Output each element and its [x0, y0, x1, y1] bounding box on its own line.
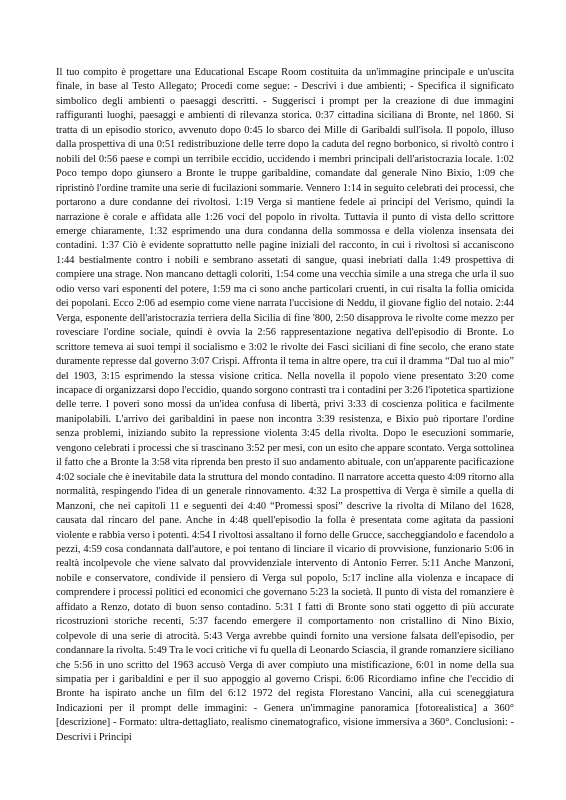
- document-body-text: Il tuo compito è progettare una Educational Escape Room costituita da un'immagine principale e un'uscita finale, in base al Testo Allegato; Procedi come segue: - Descrivi i due ambienti; - Specifica il significato simbolico degli ambienti o paesaggi descritti. - Suggerisci i prompt per la creazione di due immagini raffiguranti luoghi, paesaggi e ambienti di rilevanza storica. 0:37 cittadina siciliana di Bronte, nel 1860. Si tratta di un episodio storico, avvenuto dopo 0:45 lo sbarco dei Mille di Garibaldi sull'isola. Il popolo, illuso dalla prospettiva di una 0:51 redistribuzione delle terre dopo la caduta del regno borbonico, si rivoltò contro i nobili del 0:56 paese e compì un terribile eccidio, uccidendo i membri principali dell'aristocrazia locale. 1:02 Poco tempo dopo giunsero a Bronte le truppe garibaldine, comandate dal generale Nino Bixio, 1:09 che ripristinò l'ordine tramite una serie di fucilazioni sommarie. Vennero 1:14 in seguito celebrati dei processi, che portarono a dure condanne dei rivoltosi. 1:19 Verga si mantiene fedele ai principi del Verismo, quindi la narrazione è corale e affidata alle 1:26 voci del popolo in rivolta. Tuttavia il punto di vista dello scrittore emerge chiaramente, 1:32 esprimendo una dura condanna della sommossa e della violenza insensata dei contadini. 1:37 Ciò è evidente soprattutto nelle pagine iniziali del racconto, in cui i rivoltosi si accaniscono 1:44 bestialmente contro i nobili e sembrano assetati di sangue, quasi inebriati dalla 1:49 prospettiva di compiere una strage. Non mancano dettagli coloriti, 1:54 come una vecchia simile a una strega che urla il suo odio verso vari esponenti del potere, 1:59 ma ci sono anche particolari cruenti, in cui risalta la follia omicida dei popolani. Ecco 2:06 ad esempio come viene narrata l'uccisione di Neddu, il giovane figlio del notaio. 2:44 Verga, esponente dell'aristocrazia terriera della Sicilia di fine '800, 2:50 disapprova le rivolte come mezzo per rovesciare l'ordine sociale, quindi è ovvia la 2:56 rappresentazione negativa dell'episodio di Bronte. Lo scrittore temeva ai suoi tempi il socialismo e 3:02 le rivolte dei Fasci siciliani di fine secolo, che erano state duramente represse dal governo 3:07 Crispi. Affronta il tema in altre opere, tra cui il dramma “Dal tuo al mio” del 1903, 3:15 esprimendo la stessa visione critica. Nella novella il popolo viene presentato 3:20 come incapace di organizzarsi dopo l'eccidio, quando sorgono contrasti tra i contadini per 3:26 l'ipotetica spartizione delle terre. I poveri sono mossi da un'idea confusa di libertà, privi 3:33 di coscienza politica e facilmente manipolabili. L'arrivo dei garibaldini in paese non incontra 3:39 resistenza, e Bixio può riportare l'ordine senza problemi, iniziando subito la repressione violenta 3:45 della rivolta. Dopo le esecuzioni sommarie, vengono celebrati i processi che si trascinano 3:52 per mesi, con un esito che appare scontato. Verga sottolinea il fatto che a Bronte la 3:58 vita riprenda ben presto il suo andamento abituale, con un'apparente pacificazione 4:02 sociale che è inevitabile data la struttura del mondo contadino. Il narratore accetta questo 4:09 ritorno alla normalità, respingendo l'idea di un generale rinnovamento. 4:32 La prospettiva di Verga è simile a quella di Manzoni, che nei capitoli 11 e seguenti dei 4:40 “Promessi sposi” descrive la rivolta di Milano del 1628, causata dal rincaro del pane. Anche in 4:48 quell'episodio la folla è presentata come agitata da passioni violente e rabbia verso i potenti. 4:54 I rivoltosi assaltano il forno delle Grucce, saccheggiandolo e facendolo a pezzi, 4:59 cosa condannata dall'autore, e poi tentano di linciare il vicario di provvisione, funzionario 5:06 in realtà incolpevole che viene salvato dal provvidenziale intervento di Antonio Ferrer. 5:11 Anche Manzoni, nobile e conservatore, condivide il pensiero di Verga sul popolo, 5:17 incline alla violenza e incapace di comprendere i processi politici ed economici che governano 5:23 la società. Il punto di vista del romanziere è affidato a Renzo, dotato di buon senso contadino. 5:31 I fatti di Bronte sono stati oggetto di più accurate ricostruzioni storiche recenti, 5:37 facendo emergere il comportamento non cristallino di Nino Bixio, colpevole di una serie di atrocità. 5:43 Verga avrebbe quindi fornito una versione falsata dell'episodio, per condannare la rivolta. 5:49 Tra le voci critiche vi fu quella di Leonardo Sciascia, il grande romanziere siciliano che 5:56 in uno scritto del 1963 accusò Verga di aver compiuto una mistificazione, 6:01 in nome della sua simpatia per i garibaldini e per il suo appoggio al governo Crispi. 6:06 Ricordiamo infine che l'eccidio di Bronte ha ispirato anche un film del 6:12 1972 del regista Florestano Vancini, alla cui sceneggiatura Indicazioni per il prompt delle immagini: - Genera un'immagine panoramica [fotorealistica] a 360° [descrizione] - Formato: ultra-dettagliato, realismo cinematografico, visione immersiva a 360°. Conclusioni: - Descrivi i Principi: [56, 67, 514, 743]
